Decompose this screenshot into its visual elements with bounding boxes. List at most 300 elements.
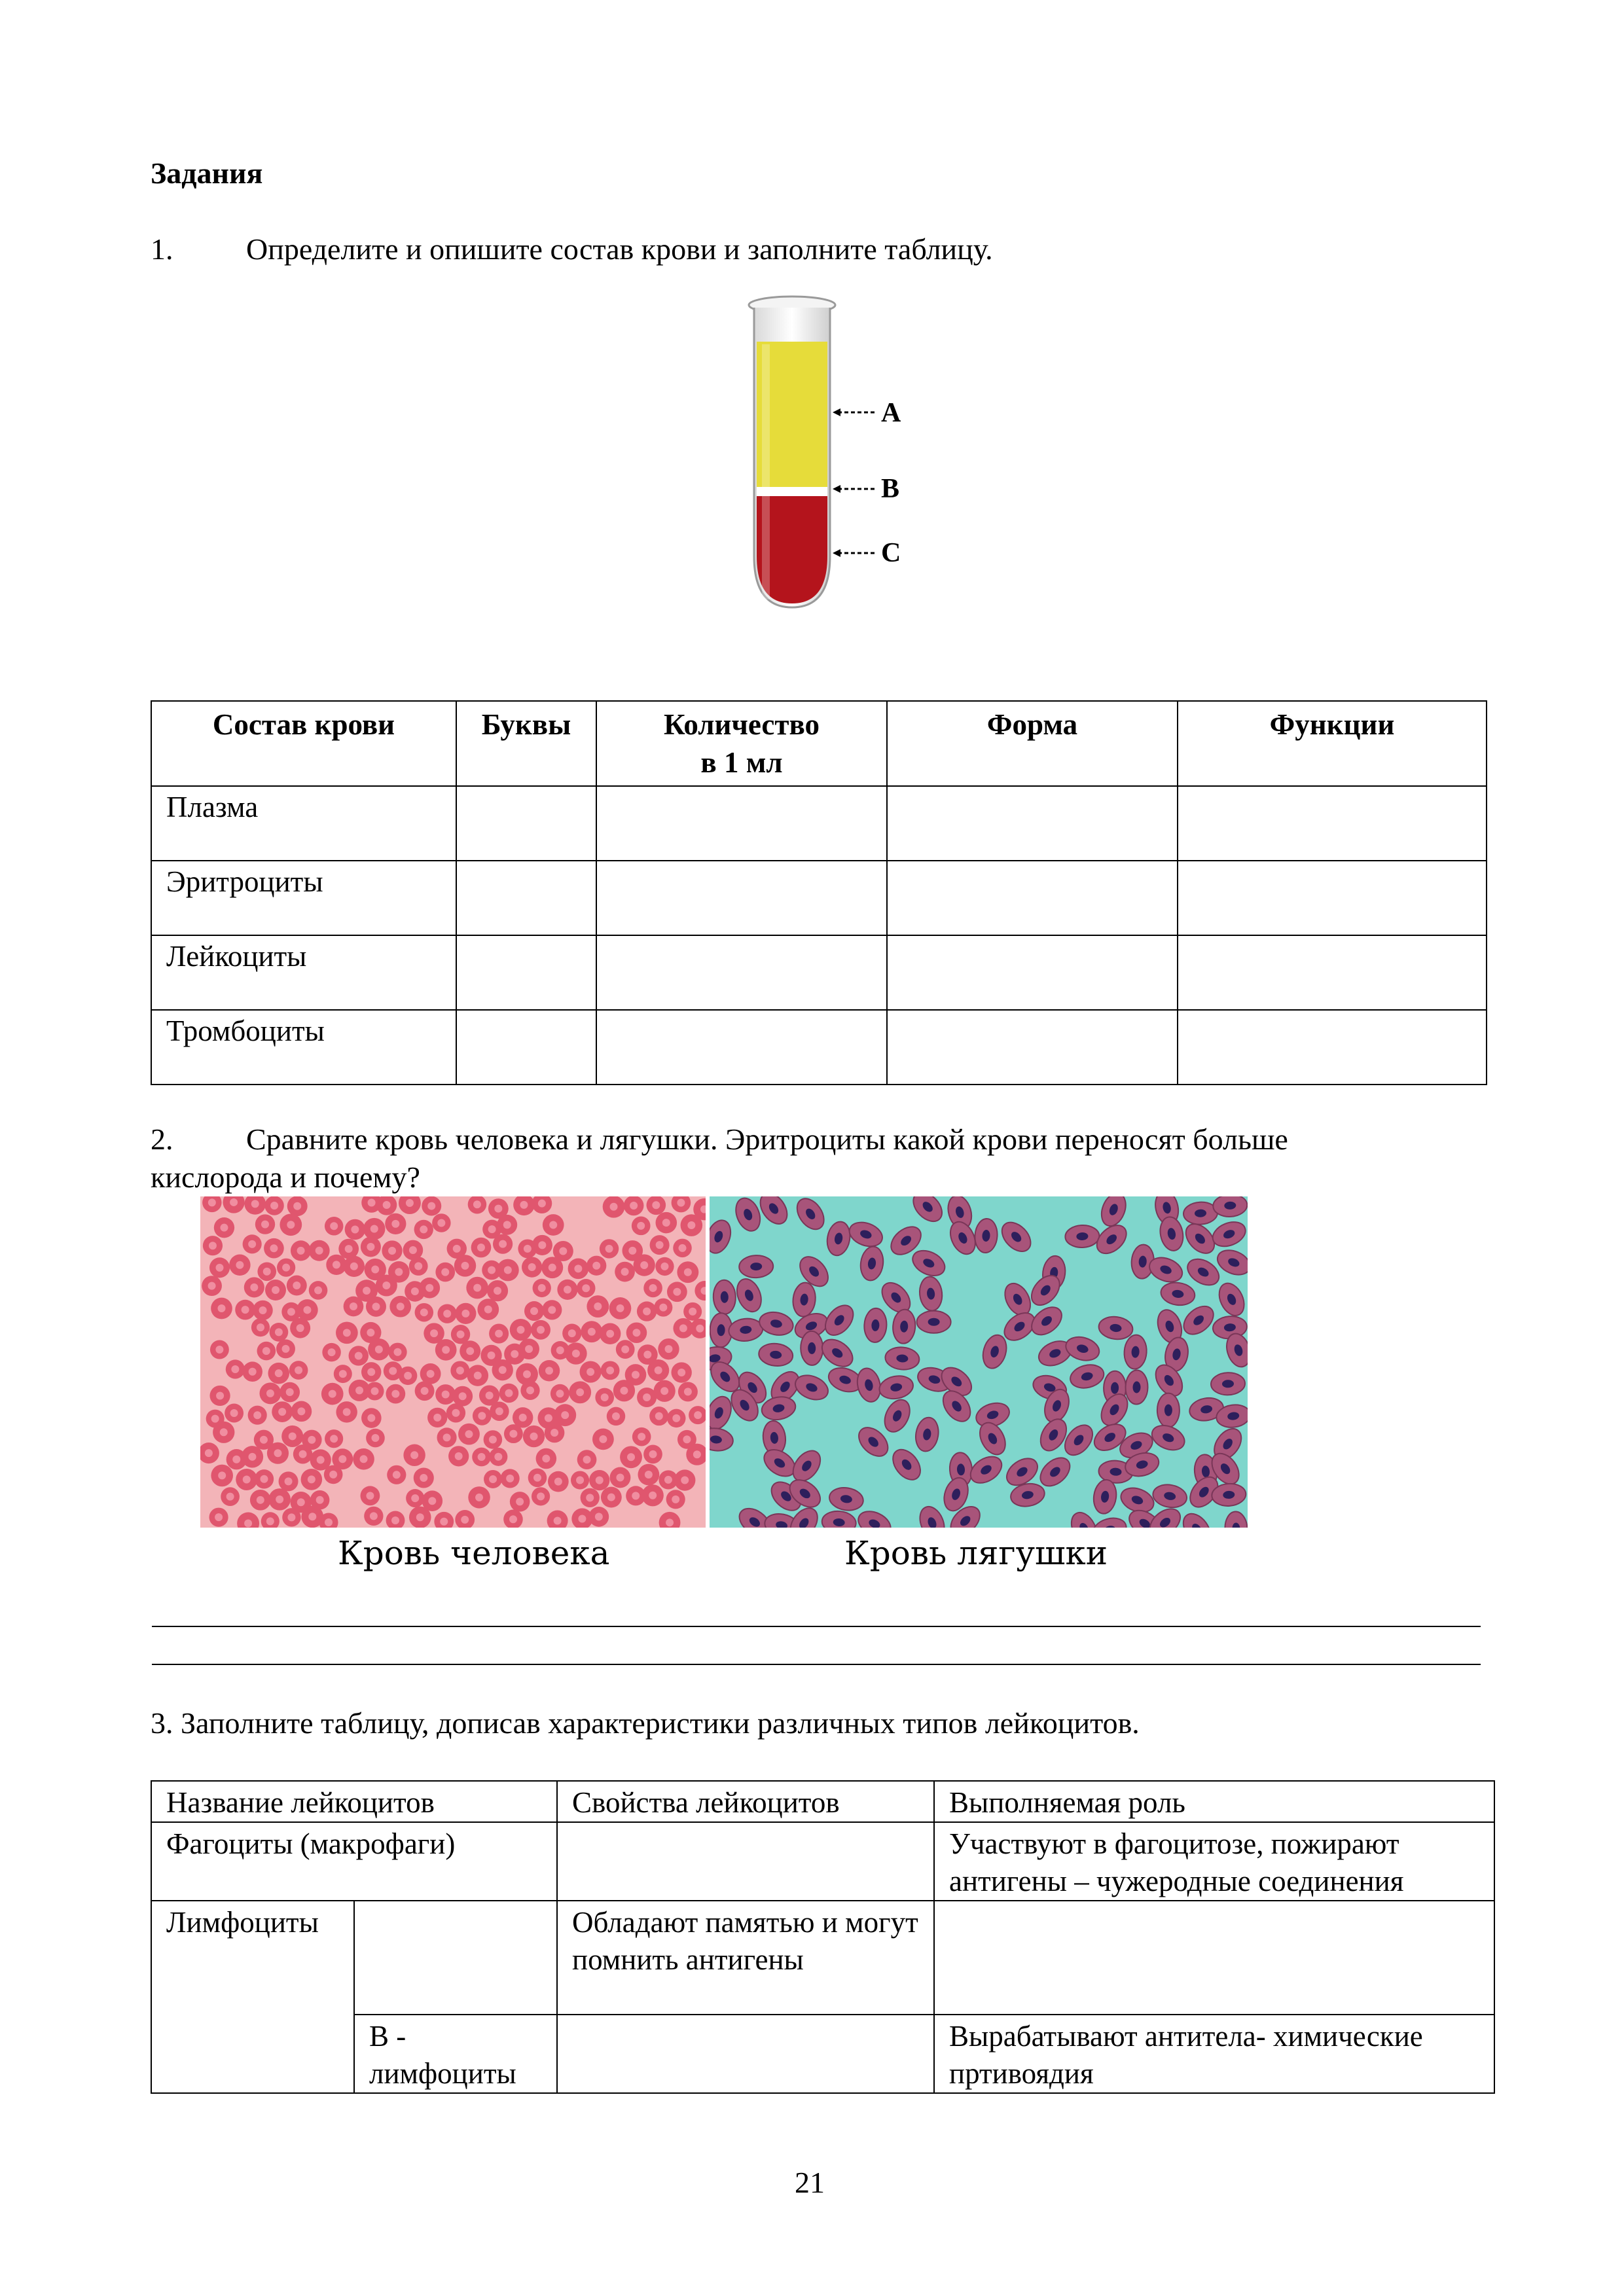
cell-center-pallor [427,1202,435,1210]
page-number: 21 [795,2166,825,2199]
cell-center-pallor [391,1516,399,1524]
cell-center-pallor [643,1308,651,1316]
cell-center-pallor [226,1493,234,1501]
cell-center-pallor [488,1225,496,1233]
cell-center-pallor [211,1415,219,1423]
cell-center-pallor [205,1449,213,1457]
cell-center-pallor [672,1496,679,1503]
cell-empty[interactable] [887,786,1178,861]
cell-center-pallor [519,1414,527,1422]
cell-center-pallor [643,1393,651,1401]
cell-center-pallor [683,1435,691,1443]
cell-center-pallor [524,1245,532,1253]
cell-center-pallor [542,1454,550,1462]
cell-center-pallor [693,1450,701,1458]
cell-center-pallor [287,1308,295,1316]
cell-center-pallor [632,1371,640,1379]
cell-center-pallor [537,1326,545,1334]
cell-center-pallor [530,1307,538,1315]
phagocytes-role: Участвуют в фагоцитозе, пожирают антигены – чужеродные соединения [934,1822,1494,1901]
cell-center-pallor [406,1199,414,1207]
frog-red-blood-cell [801,1331,823,1366]
cell-center-pallor [263,1268,271,1276]
cell-center-pallor [559,1247,567,1255]
cell-center-pallor [465,1430,473,1438]
cell-empty[interactable] [596,861,887,935]
cell-center-pallor [545,1414,552,1422]
cell-empty[interactable] [456,786,596,861]
cell-center-pallor [251,1200,259,1208]
cell-center-pallor [672,1414,680,1422]
frog-red-blood-cell [739,1255,774,1278]
cell-center-pallor [516,1498,524,1505]
cell-center-pallor [295,1366,302,1374]
cell-center-pallor [393,1348,401,1356]
cell-center-pallor [261,1221,269,1229]
cell-center-pallor [389,1367,397,1375]
cell-center-pallor [538,1241,546,1249]
cell-center-pallor [316,1247,323,1255]
cell-center-pallor [649,1450,657,1458]
cell-empty[interactable] [1178,935,1487,1010]
cell-center-pallor [684,1388,692,1395]
cell-center-pallor [345,1245,353,1253]
cell-center-pallor [303,1306,311,1314]
cell-center-pallor [266,1390,274,1397]
cell-center-pallor [316,1496,324,1504]
cell-center-pallor [443,1310,451,1318]
cell-center-pallor [275,1328,283,1336]
cell-center-pallor [220,1224,228,1232]
tube-label-b: B [881,474,900,504]
cell-center-pallor [442,1346,450,1354]
cell-center-pallor [409,1246,417,1254]
cell-center-pallor [484,1306,492,1314]
cell-center-pallor [505,1389,513,1397]
cell-center-pallor [330,1435,338,1443]
cell-empty[interactable] [596,935,887,1010]
cell-center-pallor [538,1284,546,1292]
cell-center-pallor [371,1434,379,1442]
cell-empty[interactable] [1178,1010,1487,1085]
cell-center-pallor [244,1519,252,1527]
frog-red-blood-cell [1210,1372,1245,1395]
row-label-leukocytes: Лейкоциты [151,935,456,1010]
cell-center-pallor [574,1265,582,1272]
cell-center-pallor [440,1518,448,1526]
cell-center-pallor [528,1263,536,1271]
cell-center-pallor [276,1496,283,1503]
cell-center-pallor [372,1302,380,1310]
cell-center-pallor [461,1516,469,1524]
cell-center-pallor [368,1198,376,1206]
cell-center-pallor [270,1202,278,1210]
cell-center-pallor [253,1411,261,1419]
cell-center-pallor [308,1513,316,1520]
cell-center-pallor [607,1494,615,1501]
cell-center-pallor [586,1494,594,1501]
cell-center-pallor [209,1242,217,1249]
leukocyte-table [151,1780,1495,2094]
cell-center-pallor [287,1221,295,1229]
cell-center-pallor [250,1283,258,1291]
cell-center-pallor [554,1517,562,1525]
cell-center-pallor [612,1412,620,1420]
cell-center-pallor [637,1222,645,1230]
cell-center-pallor [656,1241,664,1249]
cell-center-pallor [556,1346,564,1354]
cell-center-pallor [554,1478,562,1486]
header-composition: Состав крови [151,701,456,786]
cell-center-pallor [325,1518,333,1526]
cell-center-pallor [230,1409,238,1417]
cell-center-pallor [452,1409,460,1417]
cell-center-pallor [610,1203,618,1211]
cell-nucleus [1164,1405,1172,1416]
cell-center-pallor [488,1266,496,1274]
cell-center-pallor [504,1266,512,1274]
cell-center-pallor [218,1471,226,1479]
cell-center-pallor [677,1199,685,1207]
cell-center-pallor [645,1471,653,1479]
cell-empty[interactable] [557,2015,934,2093]
cell-center-pallor [666,1518,674,1526]
cell-center-pallor [568,1329,576,1337]
cell-center-pallor [684,1268,692,1276]
row-label-platelets: Тромбоциты [151,1010,456,1085]
header-letters: Буквы [456,701,596,786]
cell-center-pallor [509,1430,517,1438]
cell-center-pallor [293,1202,301,1210]
cell-center-pallor [308,1475,316,1483]
cell-center-pallor [594,1302,602,1310]
header-quantity-line1: Количество [664,708,820,741]
header-leukocyte-properties: Свойства лейкоцитов [557,1781,934,1822]
cell-center-pallor [266,1517,274,1525]
cell-center-pallor [420,1474,427,1482]
cell-center-pallor [499,1240,507,1248]
cell-center-pallor [655,1412,663,1420]
cell-center-pallor [489,1475,497,1483]
task2-number: 2. [151,1122,173,1156]
cell-center-pallor [278,1408,286,1416]
cell-center-pallor [338,1455,346,1463]
cell-center-pallor [596,1477,604,1484]
frog-red-blood-cell [917,1311,951,1333]
cell-center-pallor [427,1370,435,1378]
cell-center-pallor [242,1306,249,1314]
cell-center-pallor [297,1498,305,1506]
cell-center-pallor [231,1365,239,1373]
cell-center-pallor [687,1221,695,1229]
cell-center-pallor [499,1366,507,1374]
cell-center-pallor [421,1387,429,1395]
cell-center-pallor [236,1261,244,1269]
cell-center-pallor [275,1369,283,1377]
cell-center-pallor [511,1350,518,1358]
cell-center-pallor [673,1288,681,1296]
phagocytes-name: Фагоциты (макрофаги) [151,1822,557,1901]
cell-center-pallor [694,1411,702,1419]
cell-center-pallor [606,1330,614,1338]
answer-line[interactable] [152,1664,1481,1665]
human-blood-image [200,1196,706,1528]
cell-center-pallor [601,1393,609,1401]
cell-center-pallor [420,1225,427,1233]
cell-center-pallor [343,1329,351,1336]
cell-center-pallor [270,1244,278,1252]
cell-center-pallor [216,1391,224,1399]
cell-center-pallor [243,1475,251,1483]
answer-line[interactable] [152,1626,1481,1627]
table-row [151,1010,1487,1085]
task3-text: 3. Заполните таблицу, дописав характеристики различных типов лейкоцитов. [151,1706,1140,1740]
cell-center-pallor [317,1456,325,1464]
header-quantity [596,701,887,786]
cell-center-pallor [430,1329,438,1337]
cell-center-pallor [632,1329,640,1336]
cell-center-pallor [257,1496,264,1504]
cell-center-pallor [215,1513,223,1521]
header-leukocyte-role: Выполняемая роль [934,1781,1494,1822]
cell-center-pallor [411,1287,419,1295]
cell-center-pallor [638,1433,645,1441]
cell-empty[interactable] [596,786,887,861]
frog-red-blood-cell [1125,1370,1148,1405]
cell-center-pallor [486,1391,494,1399]
cell-nucleus [928,1318,940,1326]
cell-center-pallor [459,1392,467,1400]
cell-center-pallor [488,1352,496,1359]
cell-center-pallor [461,1262,469,1270]
cell-center-pallor [259,1306,266,1314]
cell-center-pallor [420,1308,428,1316]
cell-center-pallor [248,1453,256,1461]
cell-center-pallor [503,1221,511,1229]
cell-center-pallor [248,1240,256,1248]
cell-center-pallor [523,1371,531,1378]
cell-center-pallor [367,1414,375,1422]
cell-center-pallor [425,1284,433,1292]
cell-center-pallor [370,1225,378,1233]
cell-center-pallor [496,1407,503,1415]
cell-center-pallor [329,1390,336,1398]
cell-center-pallor [681,1477,689,1484]
cell-center-pallor [371,1266,379,1274]
cell-center-pallor [297,1407,305,1415]
frog-red-blood-cell [1157,1393,1180,1427]
cell-empty[interactable] [887,1010,1178,1085]
cell-empty[interactable] [456,935,596,1010]
cell-center-pallor [416,1513,424,1521]
cell-empty[interactable] [1178,786,1487,861]
test-tube-diagram [720,288,916,628]
cell-center-pallor [564,1285,571,1293]
cell-center-pallor [461,1310,469,1318]
cell-center-pallor [655,1367,662,1374]
cell-center-pallor [249,1368,257,1376]
cell-center-pallor [586,1368,594,1376]
cell-center-pallor [370,1387,378,1395]
cell-center-pallor [649,1492,657,1499]
cell-center-pallor [299,1450,307,1458]
cell-center-pallor [516,1326,524,1334]
cell-center-pallor [696,1325,704,1333]
cell-center-pallor [366,1492,374,1499]
cell-center-pallor [350,1302,357,1310]
cell-center-pallor [643,1351,651,1359]
cell-empty[interactable] [557,1822,934,1901]
tube-label-c: C [881,538,901,568]
cell-center-pallor [525,1345,533,1353]
header-quantity-line2: в 1 мл [700,746,783,779]
cell-center-pallor [620,1387,628,1395]
cell-center-pallor [582,1284,590,1292]
table-row [151,861,1487,935]
cell-center-pallor [391,1390,399,1398]
cell-center-pallor [308,1436,316,1444]
cell-center-pallor [537,1492,545,1500]
cell-center-pallor [576,1477,584,1484]
b-lymphocytes-name: В - лимфоциты [354,2015,557,2093]
cell-center-pallor [474,1372,482,1380]
header-leukocyte-name: Название лейкоцитов [151,1781,557,1822]
cell-center-pallor [664,1476,672,1484]
cell-center-pallor [260,1475,268,1483]
cell-center-pallor [388,1247,396,1255]
cell-center-pallor [383,1201,391,1209]
cell-center-pallor [649,1284,657,1292]
cell-center-pallor [477,1244,485,1251]
cell-center-pallor [410,1451,418,1459]
cell-center-pallor [208,1282,216,1290]
page-heading: Задания [151,156,263,190]
cell-center-pallor [509,1515,517,1523]
cell-center-pallor [350,1263,358,1270]
cell-empty[interactable] [887,935,1178,1010]
task2-line1: Сравните кровь человека и лягушки. Эритроциты какой крови переносят больше [246,1122,1288,1156]
cell-center-pallor [526,1386,534,1394]
cell-center-pallor [475,1494,483,1501]
cell-center-pallor [473,1284,481,1292]
table-row [151,786,1487,861]
header-functions: Функции [1178,701,1487,786]
cell-center-pallor [545,1367,553,1374]
cell-empty[interactable] [456,861,596,935]
cell-center-pallor [297,1324,304,1332]
cell-center-pallor [260,1436,268,1444]
cell-center-pallor [281,1345,289,1353]
task1-number: 1. [151,232,173,266]
cell-center-pallor [453,1245,461,1253]
cell-center-pallor [561,1411,569,1419]
cell-center-pallor [664,1345,672,1353]
table-row [151,935,1487,1010]
cell-center-pallor [606,1367,614,1374]
cell-center-pallor [375,1346,383,1354]
cell-center-pallor [473,1200,481,1208]
cell-center-pallor [262,1347,270,1355]
row-label-plasma: Плазма [151,786,456,861]
cell-center-pallor [549,1221,557,1229]
cell-center-pallor [367,1368,375,1376]
cell-center-pallor [592,1262,600,1270]
cell-center-pallor [314,1286,322,1294]
cell-center-pallor [578,1515,586,1522]
cell-center-pallor [556,1390,564,1397]
cell-center-pallor [282,1264,290,1272]
cell-center-pallor [630,1202,638,1210]
cell-center-pallor [679,1324,687,1332]
cell-center-pallor [549,1264,556,1272]
cell-center-pallor [442,1391,450,1399]
task1-text: Определите и опишите состав крови и заполните таблицу. [246,232,993,266]
cell-center-pallor [632,1492,640,1499]
cell-center-pallor [437,1219,445,1227]
cell-center-pallor [351,1225,359,1233]
cell-center-pallor [220,1428,228,1436]
frog-red-blood-cell [713,1280,736,1314]
cell-center-pallor [297,1247,305,1255]
blood-composition-table [151,700,1487,1085]
cell-center-pallor [329,1471,337,1479]
cell-center-pallor [640,1261,648,1269]
cell-center-pallor [576,1388,584,1396]
tube-label-a: A [881,398,901,428]
cell-center-pallor [494,1205,502,1213]
cell-center-pallor [533,1474,541,1482]
cell-center-pallor [397,1302,405,1310]
cell-center-pallor [520,1201,528,1209]
cell-center-pallor [330,1222,338,1230]
cell-center-pallor [441,1268,449,1276]
cell-center-pallor [599,1435,607,1443]
cell-center-pallor [216,1264,224,1272]
cell-center-pallor [355,1352,363,1359]
cell-center-pallor [433,1414,441,1422]
cell-center-pallor [616,1304,624,1312]
cell-center-pallor [443,1433,451,1441]
cell-center-pallor [660,1387,668,1395]
cell-center-pallor [616,1473,624,1481]
cell-empty[interactable] [1178,861,1487,935]
header-shape: Форма [887,701,1178,786]
cell-center-pallor [548,1306,556,1314]
cell-center-pallor [455,1452,463,1460]
cell-center-pallor [621,1268,629,1276]
cell-center-pallor [506,1475,514,1482]
cell-empty[interactable] [887,861,1178,935]
caption-human-blood: Кровь человека [338,1534,610,1572]
cell-empty[interactable] [596,1010,887,1085]
cell-center-pallor [494,1287,501,1295]
cell-center-pallor [232,1456,240,1463]
cell-center-pallor [411,1494,419,1502]
frog-red-blood-cell [1065,1225,1100,1248]
cell-center-pallor [489,1435,497,1443]
cell-center-pallor [328,1348,336,1356]
cell-empty[interactable] [456,1010,596,1085]
row-label-erythrocytes: Эритроциты [151,861,456,935]
cell-center-pallor [689,1308,696,1316]
t-lymphocytes-properties: Обладают памятью и могут помнить антигены [557,1901,934,2015]
cell-empty[interactable] [354,1901,557,2015]
b-lymphocytes-role: Вырабатывают антитела- химические пртивоядия [934,2015,1494,2093]
cell-empty[interactable] [934,1901,1494,2015]
cell-center-pallor [367,1243,374,1251]
cell-center-pallor [466,1347,474,1355]
cell-center-pallor [660,1263,668,1270]
